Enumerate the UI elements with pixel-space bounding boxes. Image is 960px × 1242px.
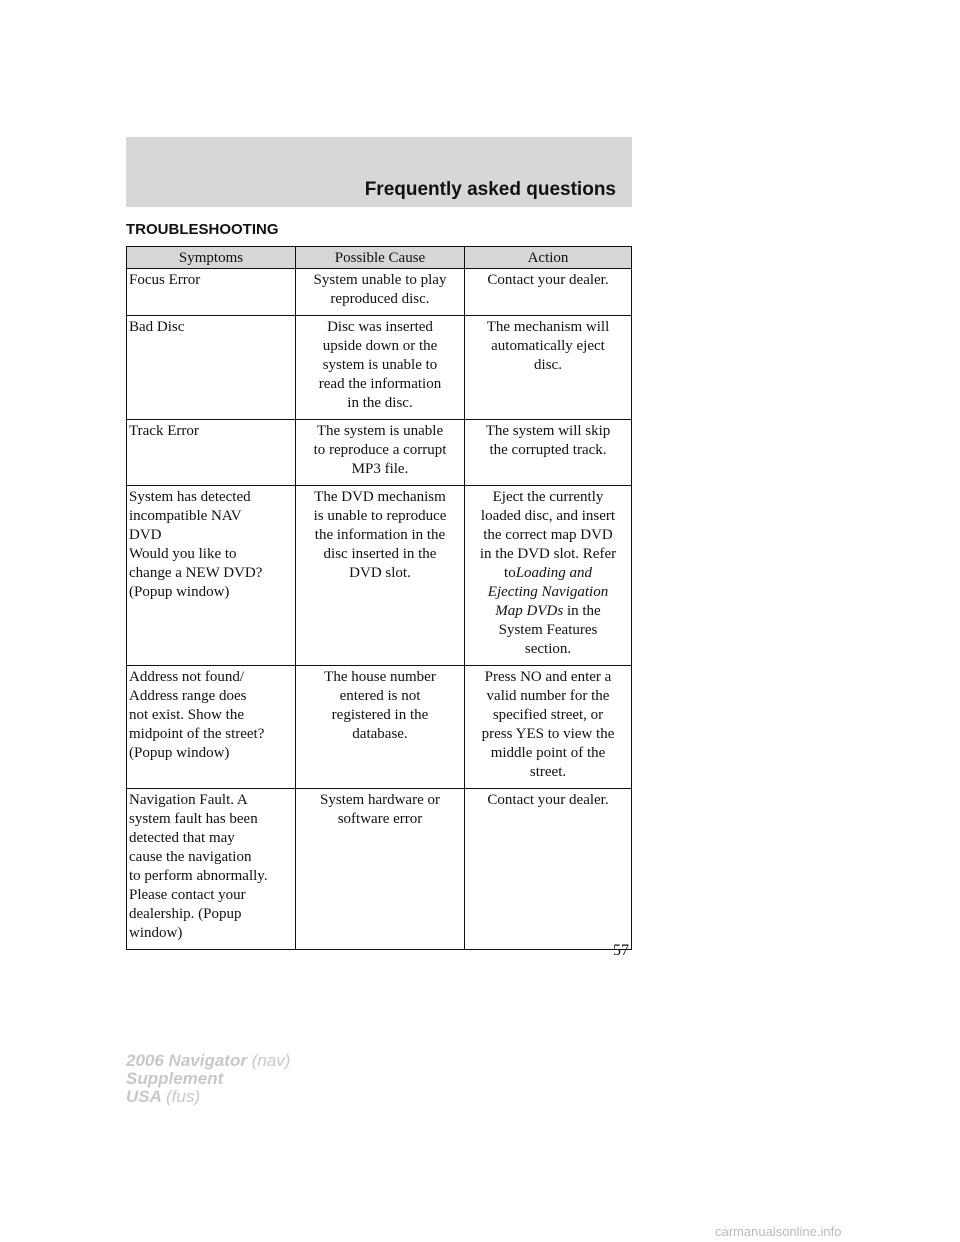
table-row xyxy=(127,666,632,789)
cell-text: in the xyxy=(566,603,601,619)
symptom-cell xyxy=(127,420,296,486)
cell-text: Address range does xyxy=(129,688,247,704)
cell-text: the correct map DVD xyxy=(483,527,613,543)
chapter-header-bar xyxy=(126,137,632,207)
column-header-possible-cause: Possible Cause xyxy=(296,247,465,269)
cell-text: database. xyxy=(352,726,408,742)
section-heading: TROUBLESHOOTING xyxy=(126,221,279,238)
action-cell xyxy=(465,269,632,316)
column-header-action: Action xyxy=(465,247,632,269)
cell-text: DVD xyxy=(129,527,162,543)
cell-text: entered is not xyxy=(339,688,421,704)
action-cell xyxy=(465,420,632,486)
cause-cell xyxy=(296,789,465,950)
cell-text: Eject the currently xyxy=(492,489,604,505)
table-row xyxy=(127,420,632,486)
symptom-cell xyxy=(127,269,296,316)
cell-text: cause the navigation xyxy=(129,849,252,865)
table-row xyxy=(127,486,632,666)
cell-text: window) xyxy=(129,925,183,941)
cell-text: section. xyxy=(524,641,572,657)
cell-text: press YES to view the xyxy=(481,726,615,742)
table-row xyxy=(127,789,632,950)
action-cell xyxy=(465,316,632,420)
cell-text: not exist. Show the xyxy=(129,707,244,723)
cell-text: Contact your dealer. xyxy=(487,792,609,808)
cell-text: Navigation Fault. A xyxy=(129,792,248,808)
cell-text: incompatible NAV xyxy=(129,508,242,524)
cell-text: disc inserted in the xyxy=(323,546,437,562)
cell-text: System unable to play xyxy=(313,272,447,288)
cell-text: to xyxy=(504,565,516,581)
cell-text: system fault has been xyxy=(129,811,258,827)
cause-cell xyxy=(296,269,465,316)
cell-text: (Popup window) xyxy=(129,584,230,600)
cell-text: Bad Disc xyxy=(129,319,185,335)
chapter-title: Frequently asked questions xyxy=(364,179,616,200)
footer-market: USA xyxy=(126,1087,162,1106)
action-cell xyxy=(465,486,632,666)
cell-text: DVD slot. xyxy=(349,565,411,581)
cell-text: The mechanism will xyxy=(486,319,610,335)
cell-text: valid number for the xyxy=(486,688,610,704)
cell-text: detected that may xyxy=(129,830,235,846)
action-cell xyxy=(465,666,632,789)
cell-text: Disc was inserted xyxy=(327,319,433,335)
troubleshooting-table xyxy=(126,246,632,950)
cell-text: read the information xyxy=(318,376,442,392)
cell-text: to reproduce a corrupt xyxy=(313,442,447,458)
symptom-cell xyxy=(127,789,296,950)
symptom-cell xyxy=(127,666,296,789)
table-header-row xyxy=(127,247,632,269)
section-reference: Loading and xyxy=(515,565,592,581)
action-cell xyxy=(465,789,632,950)
footer-vehicle: 2006 Navigator xyxy=(126,1051,247,1070)
cell-text: is unable to reproduce xyxy=(313,508,447,524)
cell-text: The DVD mechanism xyxy=(314,489,446,505)
cell-text: The system will skip xyxy=(485,423,611,439)
cell-text: midpoint of the street? xyxy=(129,726,265,742)
document-footer xyxy=(126,1052,290,1106)
section-reference: Map DVDs xyxy=(495,603,564,619)
footer-line xyxy=(126,1088,290,1106)
cell-text: specified street, or xyxy=(492,707,604,723)
cell-text: disc. xyxy=(534,357,562,373)
cell-text: software error xyxy=(337,811,423,827)
cell-text: the corrupted track. xyxy=(489,442,607,458)
cell-text-mixed xyxy=(467,602,629,621)
cause-cell xyxy=(296,316,465,420)
cell-text: in the DVD slot. Refer xyxy=(479,546,617,562)
cell-text: System has detected xyxy=(129,489,251,505)
cell-text: The system is unable xyxy=(316,423,444,439)
cell-text: Focus Error xyxy=(129,272,201,288)
cell-text: Would you like to xyxy=(129,546,237,562)
cell-text: MP3 file. xyxy=(351,461,409,477)
cell-text-mixed xyxy=(467,564,629,583)
footer-line xyxy=(126,1070,290,1088)
table-row xyxy=(127,269,632,316)
cause-cell xyxy=(296,666,465,789)
cell-text: System Features xyxy=(498,622,598,638)
cell-text: upside down or the xyxy=(322,338,438,354)
cell-text: System hardware or xyxy=(320,792,440,808)
page-number: 57 xyxy=(613,942,629,959)
footer-line xyxy=(126,1052,290,1070)
footer-code: (nav) xyxy=(251,1051,291,1070)
cell-text: The house number xyxy=(324,669,436,685)
cell-text: street. xyxy=(529,764,567,780)
cell-text: middle point of the xyxy=(490,745,606,761)
cell-text: in the disc. xyxy=(347,395,413,411)
cause-cell xyxy=(296,420,465,486)
cell-text: dealership. (Popup xyxy=(129,906,242,922)
cell-text: Address not found/ xyxy=(129,669,244,685)
cell-text: the information in the xyxy=(314,527,446,543)
cell-text: to perform abnormally. xyxy=(129,868,268,884)
cell-text: Please contact your xyxy=(129,887,246,903)
section-reference xyxy=(467,583,629,602)
cause-cell xyxy=(296,486,465,666)
footer-code: (fus) xyxy=(166,1087,200,1106)
column-header-symptoms: Symptoms xyxy=(127,247,296,269)
footer-supplement: Supplement xyxy=(126,1069,224,1088)
cell-text: Contact your dealer. xyxy=(487,272,609,288)
section-reference: Ejecting Navigation xyxy=(487,584,609,600)
cell-text: change a NEW DVD? xyxy=(129,565,263,581)
table-row xyxy=(127,316,632,420)
cell-text: Track Error xyxy=(129,423,199,439)
cell-text: Press NO and enter a xyxy=(484,669,612,685)
symptom-cell xyxy=(127,486,296,666)
cell-text: system is unable to xyxy=(322,357,438,373)
cell-text: registered in the xyxy=(331,707,429,723)
cell-text: reproduced disc. xyxy=(330,291,430,307)
cell-text: automatically eject xyxy=(491,338,605,354)
cell-text: loaded disc, and insert xyxy=(480,508,616,524)
symptom-cell xyxy=(127,316,296,420)
cell-text: (Popup window) xyxy=(129,745,230,761)
watermark: carmanualsonline.info xyxy=(715,1224,842,1239)
